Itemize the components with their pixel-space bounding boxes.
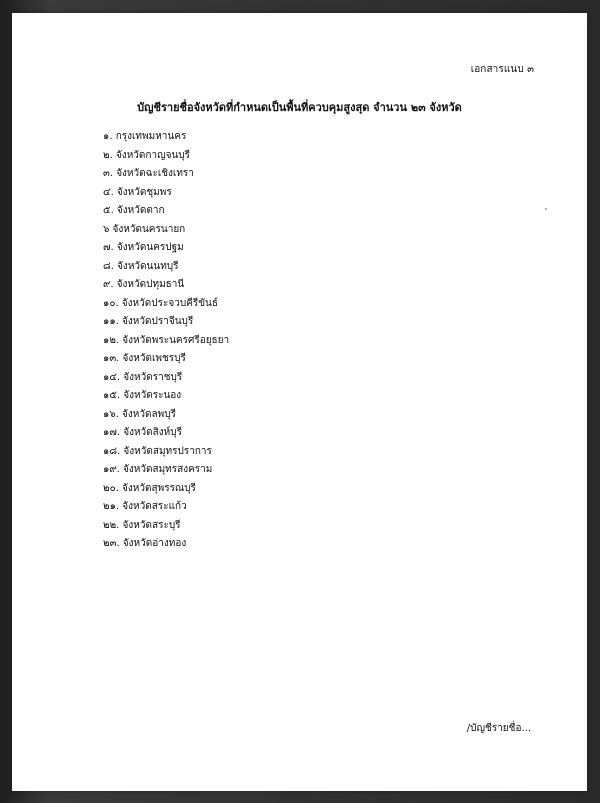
list-item: ๑๖. จังหวัดลพบุรี [103, 408, 176, 420]
document-page [12, 13, 587, 791]
list-item: ๑๗. จังหวัดสิงห์บุรี [103, 427, 182, 438]
list-item: ๔. จังหวัดชุมพร [103, 186, 172, 198]
province-list [103, 128, 229, 554]
list-item: ๗. จังหวัดนครปฐม [103, 242, 184, 253]
list-item: ๙. จังหวัดปทุมธานี [103, 279, 185, 290]
continuation-note: /บัญชีรายชื่อ... [466, 723, 531, 734]
list-item: ๑๙. จังหวัดสมุทรสงคราม [103, 464, 213, 475]
list-item: ๒๑. จังหวัดสระแก้ว [103, 501, 187, 512]
list-item: ๖ จังหวัดนครนายก [103, 223, 186, 235]
attachment-reference: เอกสารแนบ ๓ [470, 64, 534, 75]
list-item: ๘. จังหวัดนนทบุรี [103, 260, 179, 272]
list-item: ๕. จังหวัดตาก [103, 205, 165, 216]
list-item: ๑๔. จังหวัดราชบุรี [103, 371, 183, 383]
list-item: ๑๘. จังหวัดสมุทรปราการ [103, 445, 212, 457]
list-item: ๒๒. จังหวัดสระบุรี [103, 519, 181, 531]
list-item: ๒๐. จังหวัดสุพรรณบุรี [103, 482, 196, 494]
list-item: ๒. จังหวัดกาญจนบุรี [103, 149, 190, 161]
list-item: ๒๓. จังหวัดอ่างทอง [103, 538, 187, 549]
scan-speck [545, 208, 547, 210]
list-item: ๑๐. จังหวัดประจวบคีรีขันธ์ [103, 297, 218, 309]
list-item: ๑๑. จังหวัดปราจีนบุรี [103, 316, 194, 327]
list-item: ๑๒. จังหวัดพระนครศรีอยุธยา [103, 334, 230, 346]
document-title: บัญชีรายชื่อจังหวัดที่กำหนดเป็นพื้นที่ควบคุมสูงสุด จำนวน ๒๓ จังหวัด [137, 101, 462, 114]
list-item: ๑๓. จังหวัดเพชรบุรี [103, 353, 186, 364]
list-item: ๓. จังหวัดฉะเชิงเทรา [103, 168, 194, 179]
list-item: ๑. กรุงเทพมหานคร [103, 131, 187, 142]
list-item: ๑๕. จังหวัดระนอง [103, 390, 182, 401]
